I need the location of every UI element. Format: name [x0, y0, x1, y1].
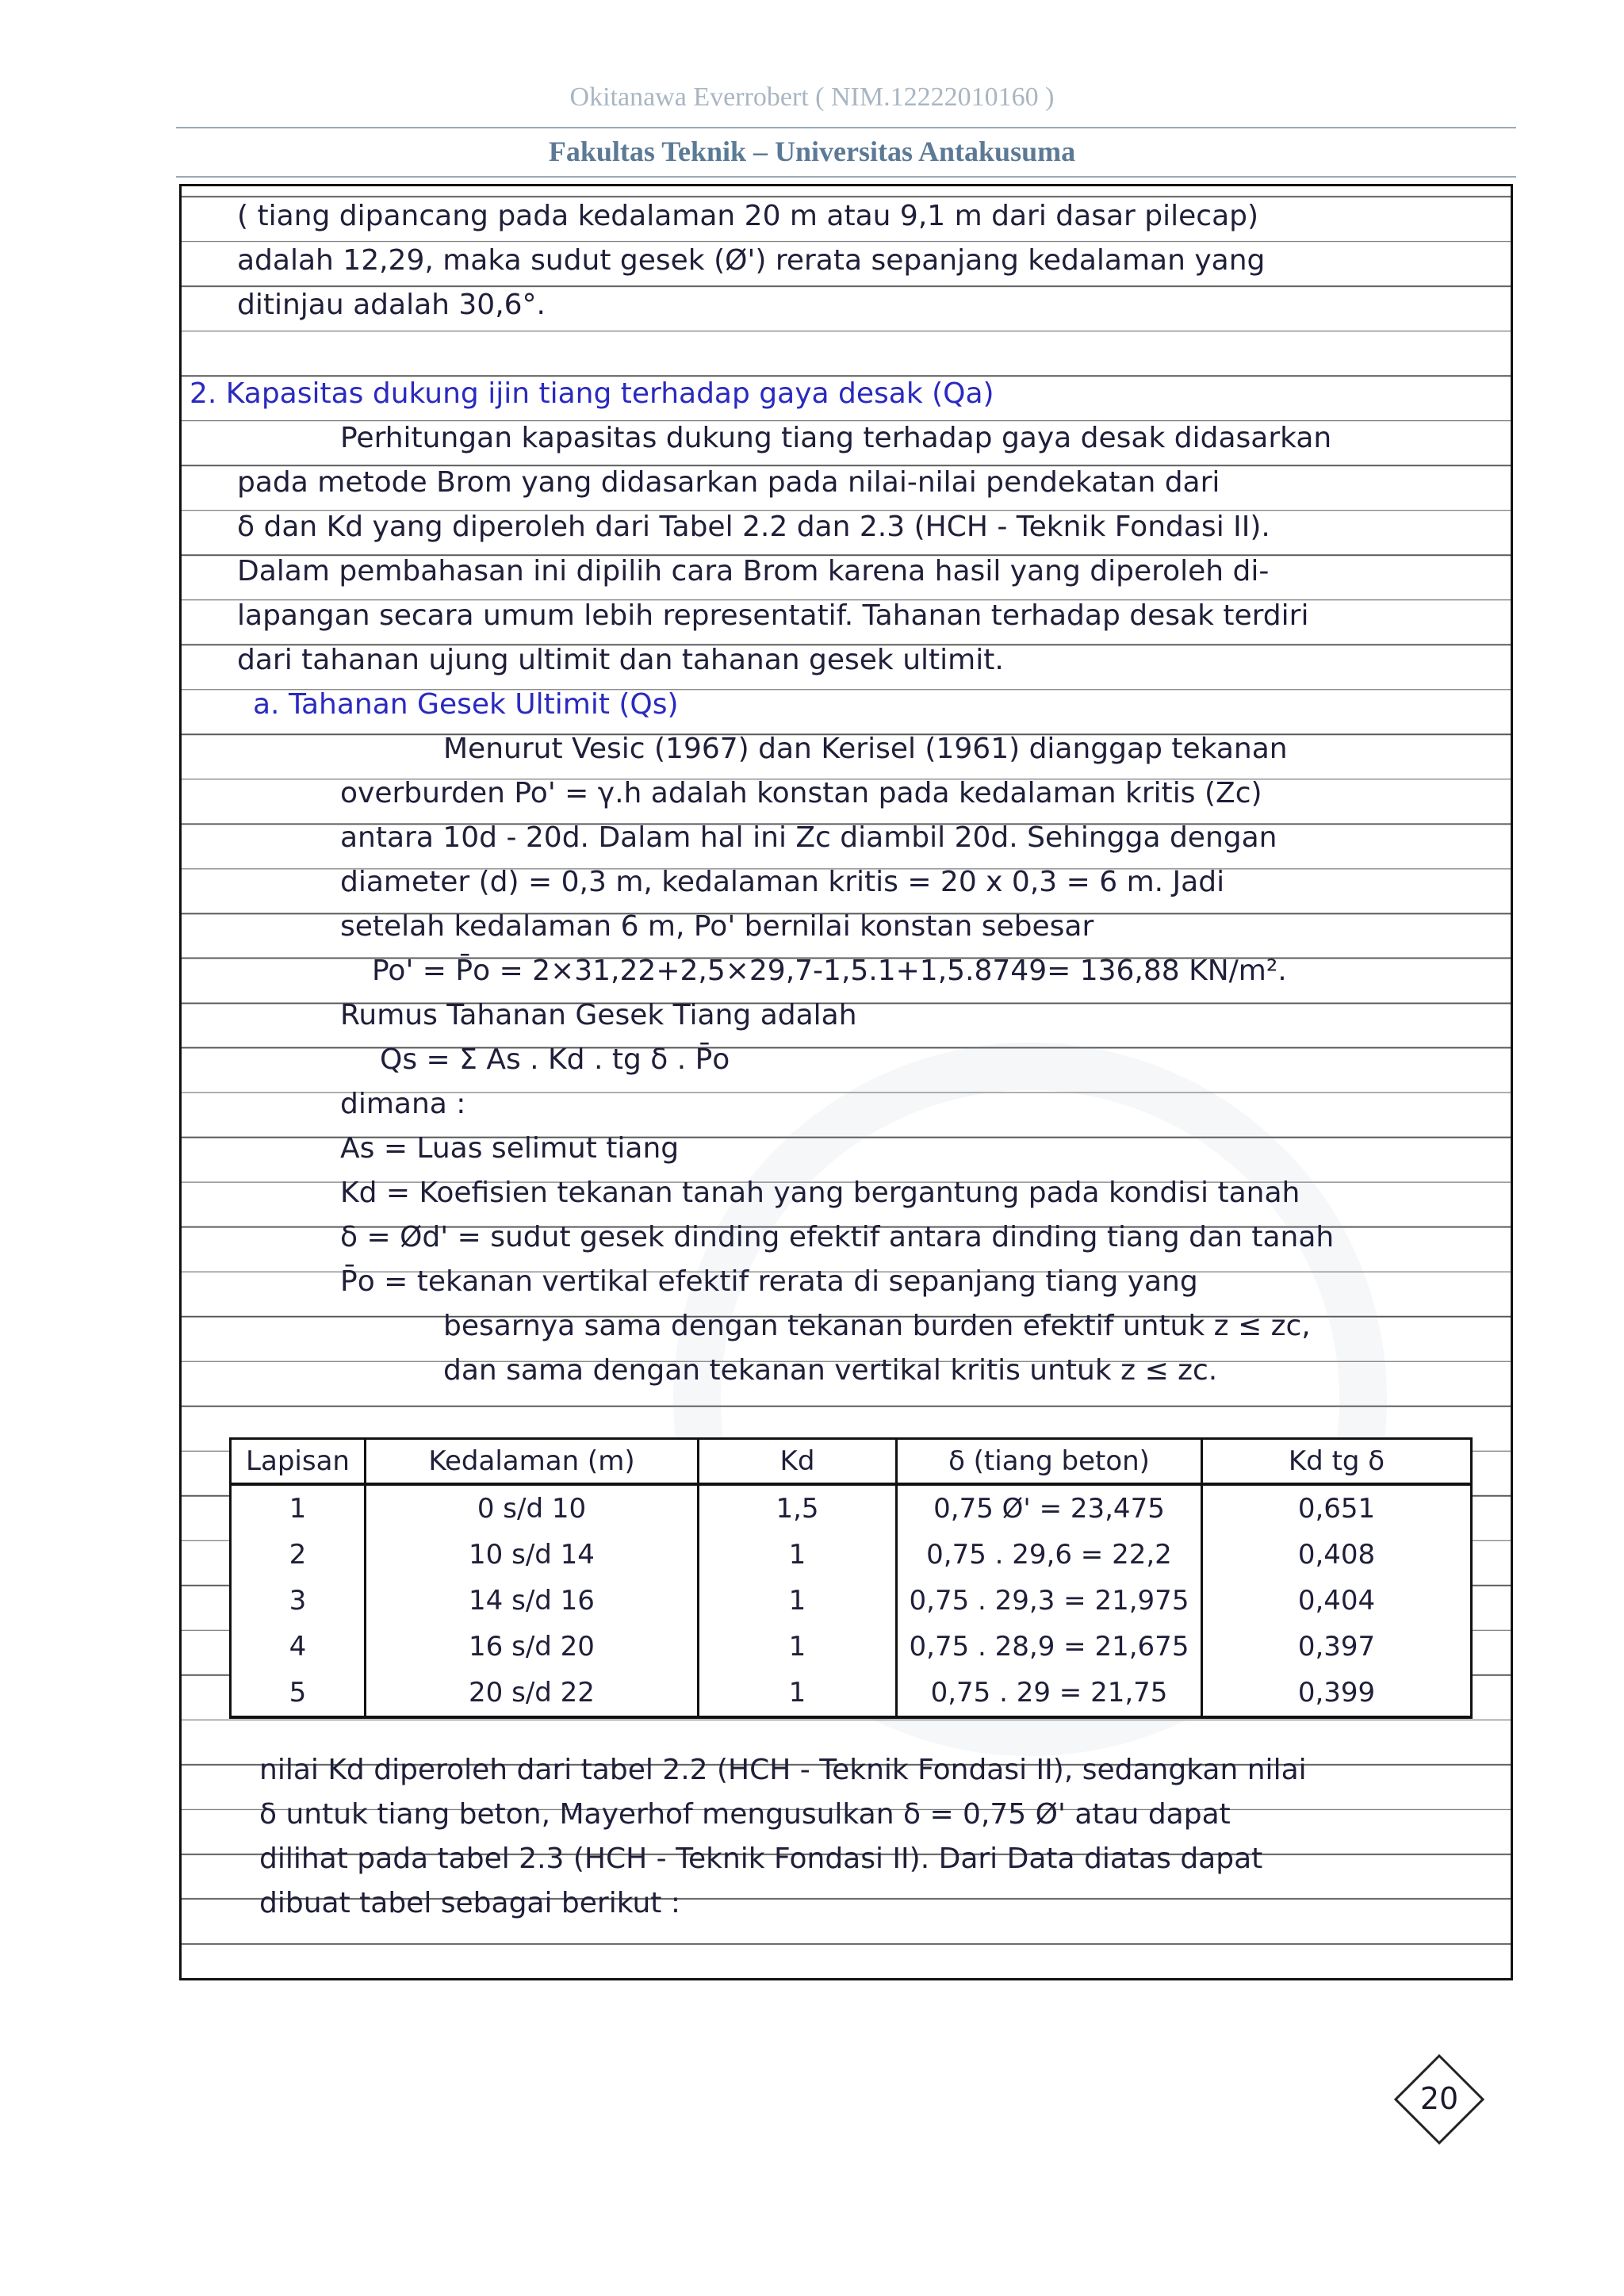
table-row [231, 1532, 1472, 1578]
table-cell: 10 s/d 14 [366, 1532, 699, 1578]
faculty-line: Fakultas Teknik – Universitas Antakusuma [548, 136, 1076, 167]
table-cell: 0,404 [1202, 1578, 1472, 1624]
table-cell: 0,75 . 29,6 = 22,2 [897, 1532, 1202, 1578]
soil-layer-table [229, 1437, 1473, 1719]
table-row [231, 1624, 1472, 1670]
subsection-heading: a. Tahanan Gesek Ultimit (Qs) [253, 688, 679, 721]
header-rule-top [176, 127, 1516, 128]
text-line: δ untuk tiang beton, Mayerhof mengusulkan δ = 0,75 Ø' atau dapat [259, 1798, 1231, 1831]
text-line: dari tahanan ujung ultimit dan tahanan gesek ultimit. [237, 644, 1004, 676]
table-row [231, 1578, 1472, 1624]
table-row [231, 1484, 1472, 1532]
column-header: Kd tg δ [1202, 1439, 1472, 1485]
table-cell: 5 [231, 1670, 366, 1717]
table-cell: 16 s/d 20 [366, 1624, 699, 1670]
table-cell: 0,397 [1202, 1624, 1472, 1670]
formula-line: Po' = P̄o = 2×31,22+2,5×29,7-1,5.1+1,5.8749= 136,88 KN/m². [372, 955, 1287, 987]
table-cell: 1 [699, 1578, 897, 1624]
text-line: dimana : [340, 1088, 466, 1120]
table-cell: 1 [699, 1670, 897, 1717]
table-cell: 0,399 [1202, 1670, 1472, 1717]
table-cell: 0,408 [1202, 1532, 1472, 1578]
table-cell: 0,75 . 29,3 = 21,975 [897, 1578, 1202, 1624]
table-cell: 20 s/d 22 [366, 1670, 699, 1717]
table-cell: 1 [699, 1624, 897, 1670]
text-line: adalah 12,29, maka sudut gesek (Ø') rerata sepanjang kedalaman yang [237, 244, 1266, 277]
text-line: Dalam pembahasan ini dipilih cara Brom karena hasil yang diperoleh di- [237, 555, 1270, 587]
definition-line: besarnya sama dengan tekanan burden efektif untuk z ≤ zc, [443, 1310, 1311, 1342]
page-number: 20 [1419, 2081, 1459, 2116]
text-line: nilai Kd diperoleh dari tabel 2.2 (HCH - Teknik Fondasi II), sedangkan nilai [259, 1754, 1307, 1786]
definition-line: P̄o = tekanan vertikal efektif rerata di sepanjang tiang yang [340, 1265, 1198, 1298]
column-header: Kedalaman (m) [366, 1439, 699, 1485]
table-cell: 0,75 . 28,9 = 21,675 [897, 1624, 1202, 1670]
formula-line: Qs = Σ As . Kd . tg δ . P̄o [380, 1043, 730, 1076]
column-header: Lapisan [231, 1439, 366, 1485]
table-cell: 1 [699, 1532, 897, 1578]
table-row [231, 1670, 1472, 1717]
definition-line: As = Luas selimut tiang [340, 1132, 680, 1165]
column-header: Kd [699, 1439, 897, 1485]
definition-line: δ = Ød' = sudut gesek dinding efektif antara dinding tiang dan tanah [340, 1221, 1335, 1253]
text-line: Menurut Vesic (1967) dan Kerisel (1961) dianggap tekanan [443, 733, 1288, 765]
header-rule-bottom [176, 176, 1516, 178]
table-header-row [231, 1439, 1472, 1485]
table-cell: 1,5 [699, 1484, 897, 1532]
definition-line: dan sama dengan tekanan vertikal kritis untuk z ≤ zc. [443, 1354, 1218, 1387]
table-cell: 0,75 . 29 = 21,75 [897, 1670, 1202, 1717]
author-line: Okitanawa Everrobert ( NIM.12222010160 ) [569, 82, 1055, 112]
text-line: pada metode Brom yang didasarkan pada nilai-nilai pendekatan dari [237, 466, 1220, 499]
text-line: antara 10d - 20d. Dalam hal ini Zc diambil 20d. Sehingga dengan [340, 821, 1277, 854]
text-line: lapangan secara umum lebih representatif. Tahanan terhadap desak terdiri [237, 599, 1309, 632]
table-cell: 0,651 [1202, 1484, 1472, 1532]
lined-sheet [179, 184, 1513, 1980]
definition-line: Kd = Koefisien tekanan tanah yang bergantung pada kondisi tanah [340, 1177, 1300, 1209]
section-heading: 2. Kapasitas dukung ijin tiang terhadap gaya desak (Qa) [190, 377, 994, 410]
text-line: setelah kedalaman 6 m, Po' bernilai konstan sebesar [340, 910, 1094, 943]
text-line: Perhitungan kapasitas dukung tiang terhadap gaya desak didasarkan [340, 422, 1332, 454]
text-line: diameter (d) = 0,3 m, kedalaman kritis = 20 x 0,3 = 6 m. Jadi [340, 866, 1225, 898]
text-line: ditinjau adalah 30,6°. [237, 289, 546, 321]
table-cell: 2 [231, 1532, 366, 1578]
column-header: δ (tiang beton) [897, 1439, 1202, 1485]
table-cell: 1 [231, 1484, 366, 1532]
text-line: Rumus Tahanan Gesek Tiang adalah [340, 999, 857, 1031]
table-cell: 4 [231, 1624, 366, 1670]
text-line: overburden Po' = γ.h adalah konstan pada kedalaman kritis (Zc) [340, 777, 1262, 809]
text-line: dilihat pada tabel 2.3 (HCH - Teknik Fondasi II). Dari Data diatas dapat [259, 1843, 1263, 1875]
table-cell: 0,75 Ø' = 23,475 [897, 1484, 1202, 1532]
text-line: dibuat tabel sebagai berikut : [259, 1887, 680, 1919]
text-line: ( tiang dipancang pada kedalaman 20 m atau 9,1 m dari dasar pilecap) [237, 200, 1259, 232]
table-cell: 14 s/d 16 [366, 1578, 699, 1624]
table-cell: 0 s/d 10 [366, 1484, 699, 1532]
text-line: δ dan Kd yang diperoleh dari Tabel 2.2 dan 2.3 (HCH - Teknik Fondasi II). [237, 511, 1270, 543]
table-cell: 3 [231, 1578, 366, 1624]
